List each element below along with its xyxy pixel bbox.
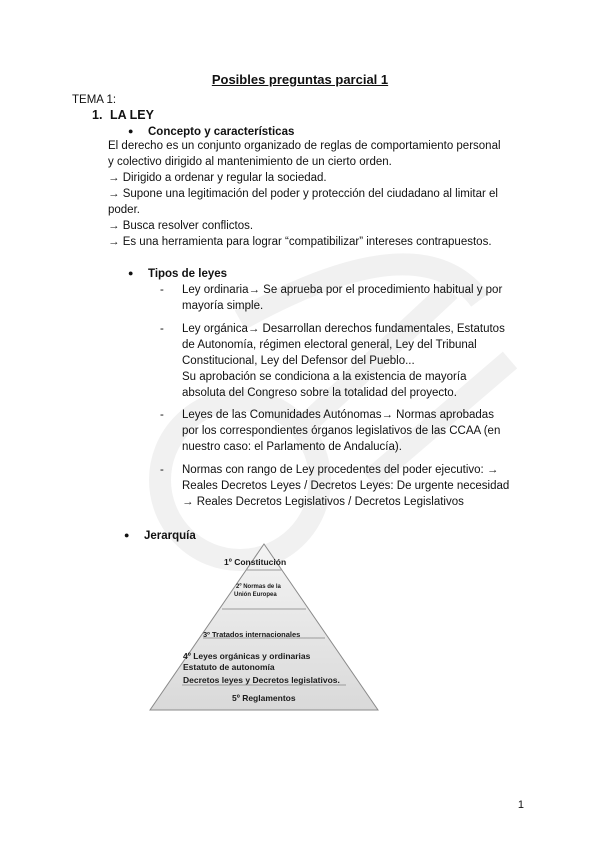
pyramid-level-4a: 4º Leyes orgánicas y ordinarias <box>183 651 311 661</box>
tipos-heading <box>128 265 227 282</box>
pyramid-level-2b: Unión Europea <box>234 592 277 598</box>
pyramid-level-5: 5º Reglamentos <box>232 693 296 703</box>
pyramid-level-4b: Estatuto de autonomía <box>183 662 275 672</box>
tipo-line: Normas con rango de Ley procedentes del poder ejecutivo: → <box>182 464 499 476</box>
bullet-icon: ● <box>128 126 134 136</box>
tipo-item <box>160 321 530 401</box>
concepto-arrow-1: → Dirigido a ordenar y regular la sociedad. <box>108 172 327 184</box>
tipo-line: de Autonomía, régimen electoral general, Ley del Tribunal <box>182 339 477 351</box>
dash-marker: - <box>160 284 164 296</box>
tipos-heading-text: Tipos de leyes <box>148 268 228 280</box>
section-number: 1. <box>92 108 103 122</box>
tipo-line: nuestro caso: el Parlamento de Andalucía). <box>182 441 402 453</box>
page-number: 1 <box>517 799 524 811</box>
pyramid-level-3: 3º Tratados internacionales <box>203 630 301 639</box>
bullet-icon: ● <box>128 268 134 278</box>
tipo-line: Reales Decretos Leyes / Decretos Leyes: De urgente necesidad <box>182 480 510 492</box>
dash-marker: - <box>160 409 164 421</box>
pyramid-level-4c: Decretos leyes y Decretos legislativos. <box>183 675 340 685</box>
tipo-line: Ley ordinaria→ Se aprueba por el procedimiento habitual y por <box>182 284 503 296</box>
pyramid-shape <box>146 542 382 714</box>
tipo-item <box>160 282 530 314</box>
concepto-definition-l1: El derecho es un conjunto organizado de reglas de comportamiento personal <box>108 140 501 152</box>
tipo-line: Su aprobación se condiciona a la existencia de mayoría <box>182 371 467 383</box>
dash-marker: - <box>160 323 164 335</box>
section-label: LA LEY <box>110 108 154 122</box>
concepto-arrow-2-l1: → Supone una legitimación del poder y protección del ciudadano al limitar el <box>108 188 498 200</box>
tipo-line: absoluta del Congreso sobre la totalidad del proyecto. <box>182 387 457 399</box>
jerarquia-heading-text: Jerarquía <box>144 530 196 542</box>
pyramid-level-2a: 2º Normas de la <box>236 584 281 590</box>
tipo-line: mayoría simple. <box>182 300 264 312</box>
concepto-definition-l2: y colectivo dirigido al mantenimiento de un cierto orden. <box>108 156 392 168</box>
concepto-arrow-3: → Busca resolver conflictos. <box>108 220 254 232</box>
topic-label: TEMA 1: <box>72 94 117 106</box>
tipo-line: Leyes de las Comunidades Autónomas→ Normas aprobadas <box>182 409 494 421</box>
concepto-arrow-4: → Es una herramienta para lograr “compatibilizar” intereses contrapuestos. <box>108 236 492 248</box>
concepto-heading-text: Concepto y características <box>148 126 295 138</box>
bullet-icon: ● <box>124 530 130 540</box>
pyramid-level-1: 1º Constitución <box>224 557 287 567</box>
tipo-item <box>160 462 530 510</box>
tipo-line: → Reales Decretos Legislativos / Decretos Legislativos <box>182 496 464 508</box>
dash-marker: - <box>160 464 164 476</box>
page-title: Posibles preguntas parcial 1 <box>211 72 389 87</box>
tipo-line: Constitucional, Ley del Defensor del Pueblo... <box>182 355 415 367</box>
concepto-arrow-2-l2: poder. <box>108 204 140 216</box>
hierarchy-pyramid <box>146 542 382 714</box>
tipo-item <box>160 407 530 455</box>
tipo-line: Ley orgánica→ Desarrollan derechos fundamentales, Estatutos <box>182 323 505 335</box>
section-heading <box>92 107 154 123</box>
tipo-line: por los correspondientes órganos legislativos de las CCAA (en <box>182 425 501 437</box>
